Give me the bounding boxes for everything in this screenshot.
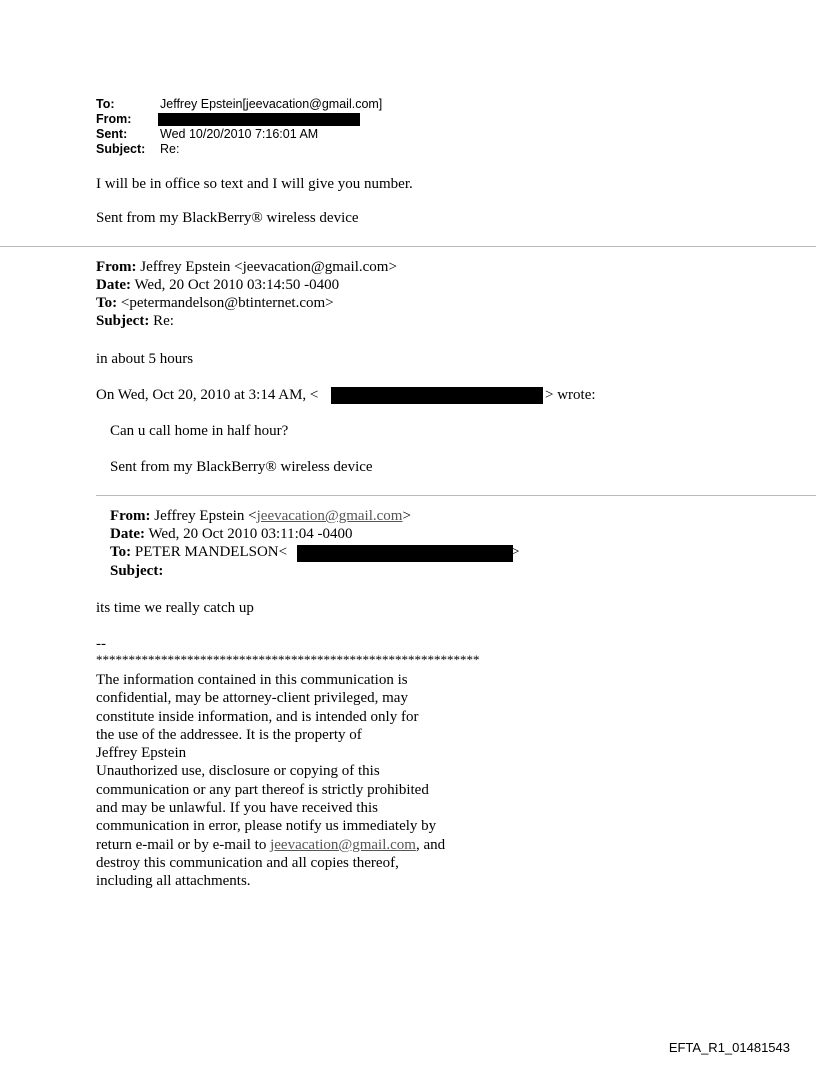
reply2-subject-value: Re: (153, 313, 174, 329)
header-subject-value: Re: (160, 142, 180, 156)
original-subject-label: Subject: (110, 563, 164, 579)
quoted-signature: Sent from my BlackBerry® wireless device (110, 459, 373, 475)
reply2-quote-intro-prefix: On Wed, Oct 20, 2010 at 3:14 AM, < (96, 387, 319, 403)
reply2-body: in about 5 hours (96, 351, 194, 367)
original-date-label: Date: (110, 526, 145, 542)
document-id: EFTA_R1_01481543 (668, 1040, 790, 1055)
original-from-prefix: Jeffrey Epstein < (154, 508, 257, 524)
header-to-label: To: (96, 97, 115, 111)
quoted-body: Can u call home in half hour? (110, 423, 289, 439)
original-date-value: Wed, 20 Oct 2010 03:11:04 -0400 (148, 526, 353, 542)
original-to-label: To: (110, 544, 132, 560)
divider-2 (96, 495, 816, 496)
original-from-email-link[interactable]: jeevacation@gmail.com (256, 508, 403, 524)
signature-dash: -- (96, 636, 106, 652)
reply2-from-value: Jeffrey Epstein <jeevacation@gmail.com> (140, 259, 397, 275)
header-sent-value: Wed 10/20/2010 7:16:01 AM (160, 127, 319, 141)
original-body: its time we really catch up (96, 600, 254, 616)
reply2-from-label: From: (96, 259, 137, 275)
header-from-row (96, 112, 160, 127)
signature-stars: *********************************************************** (96, 652, 480, 667)
header-to-value: Jeffrey Epstein[jeevacation@gmail.com] (160, 97, 383, 111)
original-to-row (110, 543, 287, 561)
disclaimer-part2: , and destroy this communication and all copies thereof, including all attachments. (96, 836, 446, 890)
original-from-row (110, 507, 411, 525)
original-from-label: From: (110, 508, 151, 524)
original-from-suffix: > (402, 508, 411, 524)
reply1-signature: Sent from my BlackBerry® wireless device (96, 210, 359, 226)
reply2-quote-intro-suffix: > wrote: (545, 387, 596, 403)
reply2-date-label: Date: (96, 277, 131, 293)
header-sent-label: Sent: (96, 127, 128, 141)
reply2-to-row (96, 294, 334, 312)
divider-1 (0, 246, 816, 247)
header-subject-label: Subject: (96, 142, 146, 156)
original-subject-row (110, 562, 163, 580)
reply2-to-value: <petermandelson@btinternet.com> (120, 295, 334, 311)
reply2-date-value: Wed, 20 Oct 2010 03:14:50 -0400 (134, 277, 340, 293)
reply1-body: I will be in office so text and I will give you number. (96, 176, 413, 192)
reply2-subject-row (96, 312, 174, 330)
header-from-label: From: (96, 112, 132, 126)
original-to-value: PETER MANDELSON< (134, 544, 288, 560)
header-to-row (96, 97, 382, 112)
disclaimer (96, 671, 445, 891)
redaction-header-from (158, 113, 360, 126)
original-to-suffix: > (511, 544, 520, 560)
redaction-original-to (297, 545, 513, 562)
reply2-from-row (96, 258, 397, 276)
original-date-row (110, 525, 353, 543)
header-sent-row (96, 127, 318, 142)
reply2-subject-label: Subject: (96, 313, 150, 329)
reply2-date-row (96, 276, 339, 294)
disclaimer-email-link[interactable]: jeevacation@gmail.com (270, 836, 416, 853)
disclaimer-part1: The information contained in this communication is confidential, may be attorney-client privileged, may constitute inside information, and is intended only for the use of the addressee. It is the property of Jeffrey Epstein Unauthorized use, disclosure or copying of this communication or any part thereof is strictly prohibited and may be unlawful. If you have received this communication in error, please notify us immediately by return e-mail or by e-mail to (96, 672, 437, 853)
redaction-quote-sender (331, 387, 543, 404)
header-subject-row (96, 142, 179, 157)
reply2-to-label: To: (96, 295, 118, 311)
